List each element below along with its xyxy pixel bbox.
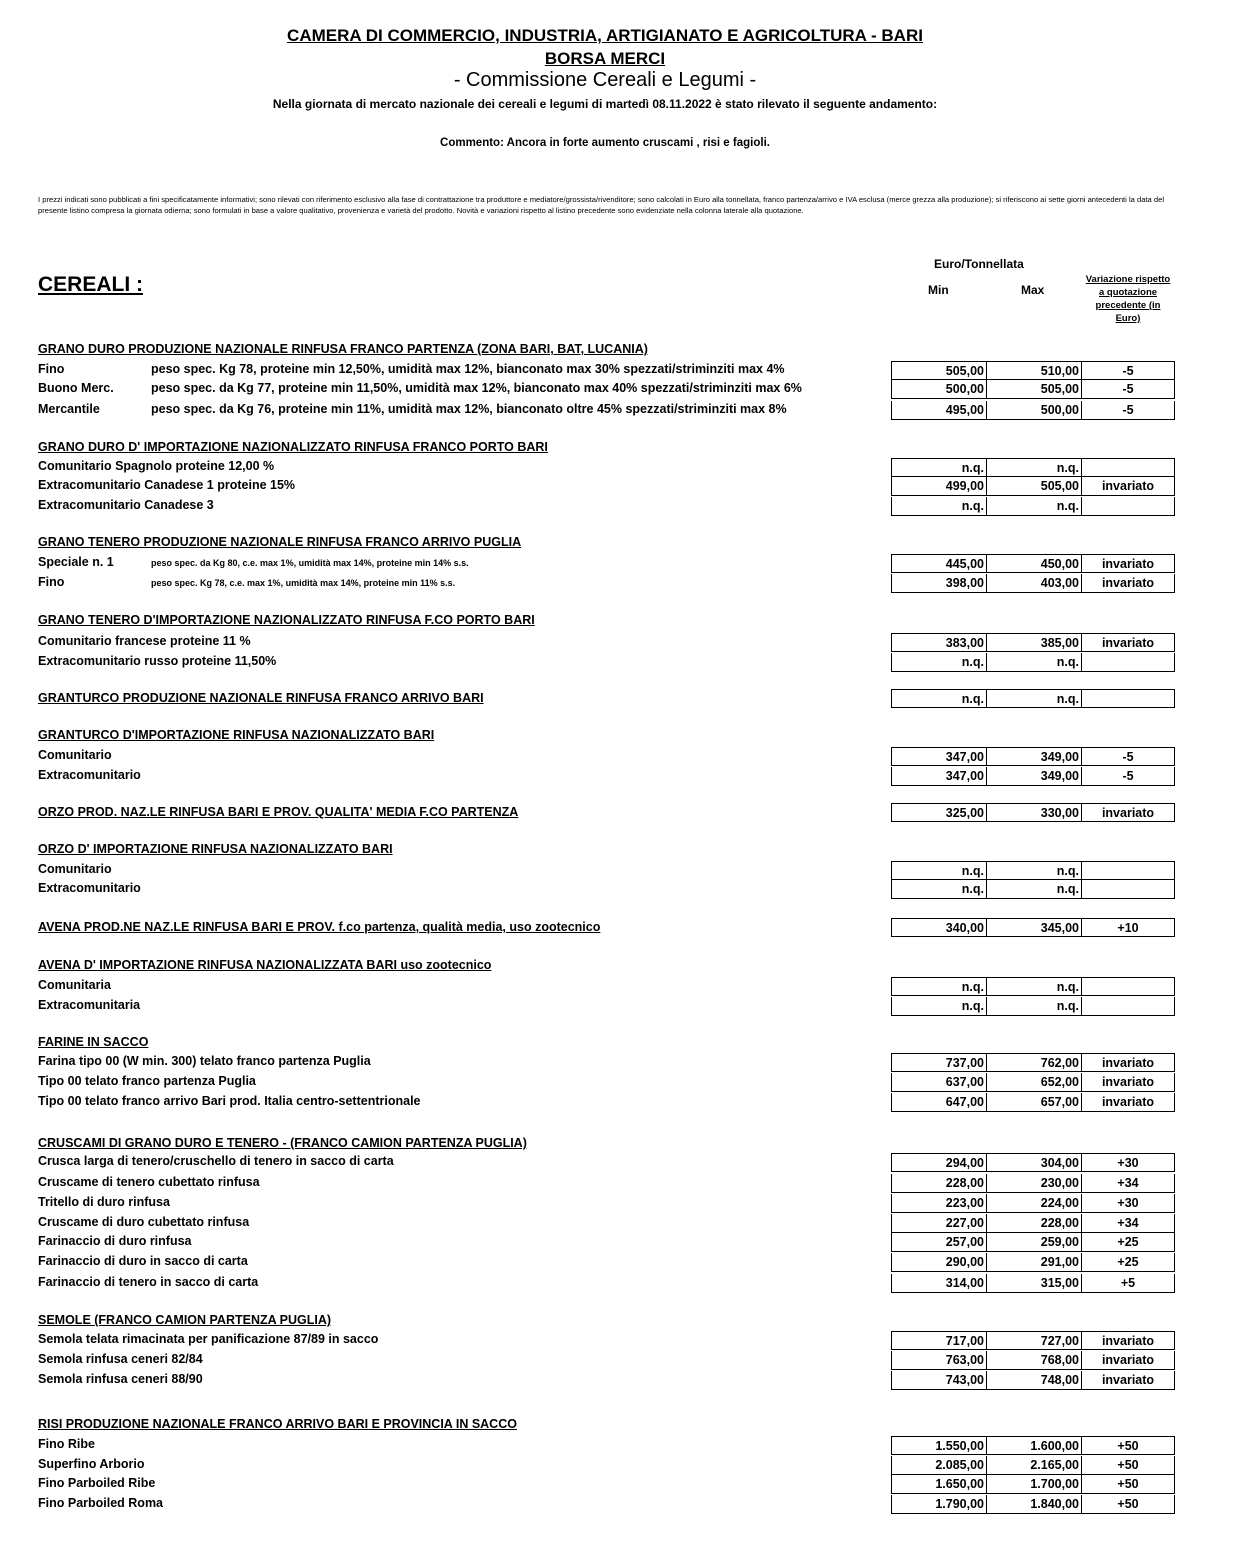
price-row [891,653,1175,672]
row-label: Fino [38,575,65,589]
price-row [891,633,1175,652]
row-label: Farinaccio di duro rinfusa [38,1234,192,1248]
price-min: n.q. [892,880,987,898]
price-row [891,861,1175,880]
row-label: Speciale n. 1 [38,555,114,569]
price-min: 737,00 [892,1054,987,1071]
price-max: 762,00 [987,1054,1082,1071]
price-row [891,1274,1175,1293]
row-label: Farina tipo 00 (W min. 300) telato franco partenza Puglia [38,1054,371,1068]
price-row [891,1073,1175,1092]
price-row [891,747,1175,766]
price-min: n.q. [892,497,987,515]
price-variation: +30 [1117,1156,1139,1170]
price-max: 2.165,00 [987,1456,1082,1474]
section-title: GRANO DURO PRODUZIONE NAZIONALE RINFUSA FRANCO PARTENZA (ZONA BARI, BAT, LUCANIA) [38,342,648,356]
price-variation: -5 [1122,750,1134,764]
section-title: FARINE IN SACCO [38,1035,149,1049]
column-max-header: Max [1021,283,1045,297]
price-row [891,880,1175,899]
price-variation: +25 [1117,1235,1139,1249]
price-variation: -5 [1122,364,1134,378]
row-spec: peso spec. da Kg 77, proteine min 11,50%, umidità max 12%, bianconato max 40% spezzati/striminziti max 6% [151,381,802,395]
price-row [891,1174,1175,1193]
price-max: 1.840,00 [987,1495,1082,1513]
price-max: 450,00 [987,555,1082,572]
column-min-header: Min [928,283,949,297]
price-max: 230,00 [987,1174,1082,1192]
row-label: Comunitario Spagnolo proteine 12,00 % [38,459,275,473]
price-row [891,1436,1175,1455]
price-row [891,918,1175,937]
row-label: Semola telata rimacinata per panificazione 87/89 in sacco [38,1332,379,1346]
price-min: n.q. [892,978,987,995]
price-row [891,1194,1175,1213]
price-row [891,977,1175,996]
price-max: n.q. [987,880,1082,898]
row-spec: peso spec. da Kg 76, proteine min 11%, umidità max 12%, bianconato oltre 45% spezzati/striminziti max 8% [151,402,787,416]
price-max: 291,00 [987,1253,1082,1271]
price-min: 347,00 [892,748,987,765]
price-variation: +50 [1117,1439,1139,1453]
price-row [891,767,1175,786]
price-min: 340,00 [892,919,987,936]
row-label: Extracomunitario Canadese 3 [38,498,214,512]
price-variation: +10 [1117,921,1139,935]
price-row [891,458,1175,477]
price-max: n.q. [987,459,1082,476]
price-row [891,477,1175,496]
section-title: ORZO D' IMPORTAZIONE RINFUSA NAZIONALIZZATO BARI [38,842,393,856]
price-max: 1.700,00 [987,1475,1082,1493]
row-label: Comunitaria [38,978,111,992]
section-title: AVENA D' IMPORTAZIONE RINFUSA NAZIONALIZZATA BARI uso zootecnico [38,958,492,972]
price-max: n.q. [987,653,1082,671]
row-label: Fino [38,362,65,376]
price-variation: invariato [1101,1095,1155,1109]
price-min: n.q. [892,690,987,707]
row-spec: peso spec. Kg 78, proteine min 12,50%, umidità max 12%, bianconato max 30% spezzati/striminziti max 4% [151,362,785,376]
price-variation: +50 [1117,1458,1139,1472]
row-label: Extracomunitaria [38,998,141,1012]
price-variation: +34 [1117,1216,1139,1230]
price-min: n.q. [892,653,987,671]
price-min: 383,00 [892,634,987,651]
category-title: CEREALI : [38,273,143,296]
price-min: 294,00 [892,1154,987,1171]
row-label: Cruscame di duro cubettato rinfusa [38,1215,250,1229]
section-title: GRANO DURO D' IMPORTAZIONE NAZIONALIZZATO RINFUSA FRANCO PORTO BARI [38,440,548,454]
row-label: Mercantile [38,402,100,416]
price-min: 499,00 [892,477,987,495]
section-title: GRANTURCO D'IMPORTAZIONE RINFUSA NAZIONALIZZATO BARI [38,728,435,742]
price-max: 510,00 [987,362,1082,379]
header-chamber: CAMERA DI COMMERCIO, INDUSTRIA, ARTIGIANATO E AGRICOLTURA - BARI [287,26,923,45]
section-title: RISI PRODUZIONE NAZIONALE FRANCO ARRIVO BARI E PROVINCIA IN SACCO [38,1417,517,1431]
price-variation [1082,690,1174,707]
price-row [891,380,1175,399]
header-market-day: Nella giornata di mercato nazionale dei cereali e legumi di martedì 08.11.2022 è stato rilevato il seguente andamento: [272,97,938,111]
price-variation: invariato [1101,1075,1155,1089]
price-variation: invariato [1101,557,1155,571]
price-variation [1082,978,1174,995]
price-max: n.q. [987,497,1082,515]
price-variation [1082,862,1174,879]
price-row [891,1253,1175,1272]
row-label: Comunitario [38,748,112,762]
row-label: Extracomunitario Canadese 1 proteine 15% [38,478,296,492]
price-row [891,1214,1175,1233]
header-commission: - Commissione Cereali e Legumi - [453,69,757,91]
row-label: Farinaccio di duro in sacco di carta [38,1254,248,1268]
price-row [891,689,1175,708]
row-label: Extracomunitario russo proteine 11,50% [38,654,277,668]
price-min: 500,00 [892,380,987,398]
section-title: CRUSCAMI DI GRANO DURO E TENERO - (FRANCO CAMION PARTENZA PUGLIA) [38,1136,527,1150]
price-max: n.q. [987,862,1082,879]
price-row [891,1495,1175,1514]
price-max: 1.600,00 [987,1437,1082,1454]
price-variation: invariato [1101,1056,1155,1070]
price-row [891,1331,1175,1350]
row-spec: peso spec. Kg 78, c.e. max 1%, umidità max 14%, proteine min 11% s.s. [151,578,456,588]
price-row [891,497,1175,516]
price-variation: -5 [1122,382,1134,396]
price-max: n.q. [987,997,1082,1015]
price-row [891,1351,1175,1370]
price-row [891,401,1175,420]
price-max: 727,00 [987,1332,1082,1349]
price-variation: +50 [1117,1477,1139,1491]
price-variation: +5 [1120,1276,1136,1290]
price-min: 290,00 [892,1253,987,1271]
section-title: ORZO PROD. NAZ.LE RINFUSA BARI E PROV. QUALITA' MEDIA F.CO PARTENZA [38,805,519,819]
price-row [891,554,1175,573]
price-row [891,1093,1175,1112]
section-title: AVENA PROD.NE NAZ.LE RINFUSA BARI E PROV. f.co partenza, qualità media, uso zootecnico [38,920,601,934]
price-min: 647,00 [892,1093,987,1111]
row-label: Tipo 00 telato franco partenza Puglia [38,1074,256,1088]
price-min: 1.550,00 [892,1437,987,1454]
section-title: SEMOLE (FRANCO CAMION PARTENZA PUGLIA) [38,1313,332,1327]
price-max: 224,00 [987,1194,1082,1212]
price-max: 330,00 [987,804,1082,821]
price-variation [1082,459,1174,476]
row-label: Semola rinfusa ceneri 88/90 [38,1372,203,1386]
price-variation: invariato [1101,576,1155,590]
price-row [891,1153,1175,1172]
price-row [891,574,1175,593]
row-label: Tipo 00 telato franco arrivo Bari prod. Italia centro-settentrionale [38,1094,421,1108]
price-row [891,997,1175,1016]
price-min: 257,00 [892,1233,987,1251]
row-label: Extracomunitario [38,768,141,782]
price-row [891,1233,1175,1252]
price-min: n.q. [892,862,987,879]
price-min: 314,00 [892,1274,987,1292]
price-min: 228,00 [892,1174,987,1192]
price-max: 768,00 [987,1351,1082,1369]
price-max: 657,00 [987,1093,1082,1111]
section-title: GRANO TENERO PRODUZIONE NAZIONALE RINFUSA FRANCO ARRIVO PUGLIA [38,535,522,549]
price-min: 398,00 [892,574,987,592]
price-min: 1.790,00 [892,1495,987,1513]
price-variation: -5 [1122,769,1134,783]
price-variation: +50 [1117,1497,1139,1511]
price-max: 315,00 [987,1274,1082,1292]
price-max: 505,00 [987,477,1082,495]
row-label: Farinaccio di tenero in sacco di carta [38,1275,259,1289]
row-label: Superfino Arborio [38,1457,145,1471]
price-min: 2.085,00 [892,1456,987,1474]
row-label: Semola rinfusa ceneri 82/84 [38,1352,203,1366]
row-label: Comunitario [38,862,112,876]
price-row [891,1053,1175,1072]
price-variation [1082,653,1174,671]
price-min: 325,00 [892,804,987,821]
price-variation: invariato [1101,1373,1155,1387]
header-comment: Commento: Ancora in forte aumento cruscami , risi e fagioli. [440,137,770,149]
price-min: 1.650,00 [892,1475,987,1493]
price-max: n.q. [987,978,1082,995]
disclaimer-text: I prezzi indicati sono pubblicati a fini specificatamente informativi; sono rilevati con riferimento esclusivo alla fase di contrattazione tra produttore e mediatore/grossista/rivenditore; sono calcolati in Euro alla tonnellata, franco partenza/arrivo e IVA esclusa (merce grezza alla produzione); si riferiscono ai sette giorni antecedenti la data del presente listino compresa la giornata odierna; sono formulati in base a valore qualitativo, provenienza e varietà del prodotto. Novità e variazioni rispetto al listino precedente sono evidenziate nella colonna laterale alla quotazione. [38,195,1165,215]
price-max: 349,00 [987,748,1082,765]
price-variation [1082,997,1174,1015]
price-min: n.q. [892,997,987,1015]
price-max: 505,00 [987,380,1082,398]
price-max: 652,00 [987,1073,1082,1091]
row-label: Fino Ribe [38,1437,95,1451]
price-min: n.q. [892,459,987,476]
price-row [891,803,1175,822]
price-min: 347,00 [892,767,987,785]
row-label: Extracomunitario [38,881,141,895]
row-label: Fino Parboiled Ribe [38,1476,156,1490]
price-min: 223,00 [892,1194,987,1212]
row-spec: peso spec. da Kg 80, c.e. max 1%, umidità max 14%, proteine min 14% s.s. [151,558,469,568]
price-max: 500,00 [987,401,1082,419]
header-borsa-merci: BORSA MERCI [544,49,666,68]
column-variation-header: Variazione rispetto a quotazione precedente (in Euro) [1085,274,1171,324]
price-min: 637,00 [892,1073,987,1091]
price-variation: invariato [1101,636,1155,650]
price-variation [1082,880,1174,898]
unit-label: Euro/Tonnellata [934,257,1024,271]
price-max: 304,00 [987,1154,1082,1171]
row-label: Buono Merc. [38,381,114,395]
price-min: 495,00 [892,401,987,419]
price-variation: invariato [1101,1334,1155,1348]
price-row [891,1456,1175,1475]
price-min: 505,00 [892,362,987,379]
price-variation: +25 [1117,1255,1139,1269]
row-label: Cruscame di tenero cubettato rinfusa [38,1175,260,1189]
price-max: 403,00 [987,574,1082,592]
price-row [891,1475,1175,1494]
price-max: 349,00 [987,767,1082,785]
section-title: GRANTURCO PRODUZIONE NAZIONALE RINFUSA FRANCO ARRIVO BARI [38,691,484,705]
price-variation: invariato [1101,1353,1155,1367]
row-label: Crusca larga di tenero/cruschello di tenero in sacco di carta [38,1154,394,1168]
price-max: 228,00 [987,1214,1082,1232]
price-variation: invariato [1101,479,1155,493]
price-variation: -5 [1122,403,1134,417]
price-variation [1082,497,1174,515]
price-max: 385,00 [987,634,1082,651]
price-min: 227,00 [892,1214,987,1232]
section-title: GRANO TENERO D'IMPORTAZIONE NAZIONALIZZATO RINFUSA F.CO PORTO BARI [38,613,535,627]
price-max: n.q. [987,690,1082,707]
price-row [891,1371,1175,1390]
row-label: Fino Parboiled Roma [38,1496,164,1510]
price-variation: +30 [1117,1196,1139,1210]
price-max: 345,00 [987,919,1082,936]
price-min: 743,00 [892,1371,987,1389]
price-min: 445,00 [892,555,987,572]
price-max: 259,00 [987,1233,1082,1251]
row-label: Comunitario francese proteine 11 % [38,634,251,648]
price-variation: invariato [1101,806,1155,820]
price-variation: +34 [1117,1176,1139,1190]
price-max: 748,00 [987,1371,1082,1389]
price-min: 717,00 [892,1332,987,1349]
price-min: 763,00 [892,1351,987,1369]
row-label: Tritello di duro rinfusa [38,1195,170,1209]
price-row [891,361,1175,380]
